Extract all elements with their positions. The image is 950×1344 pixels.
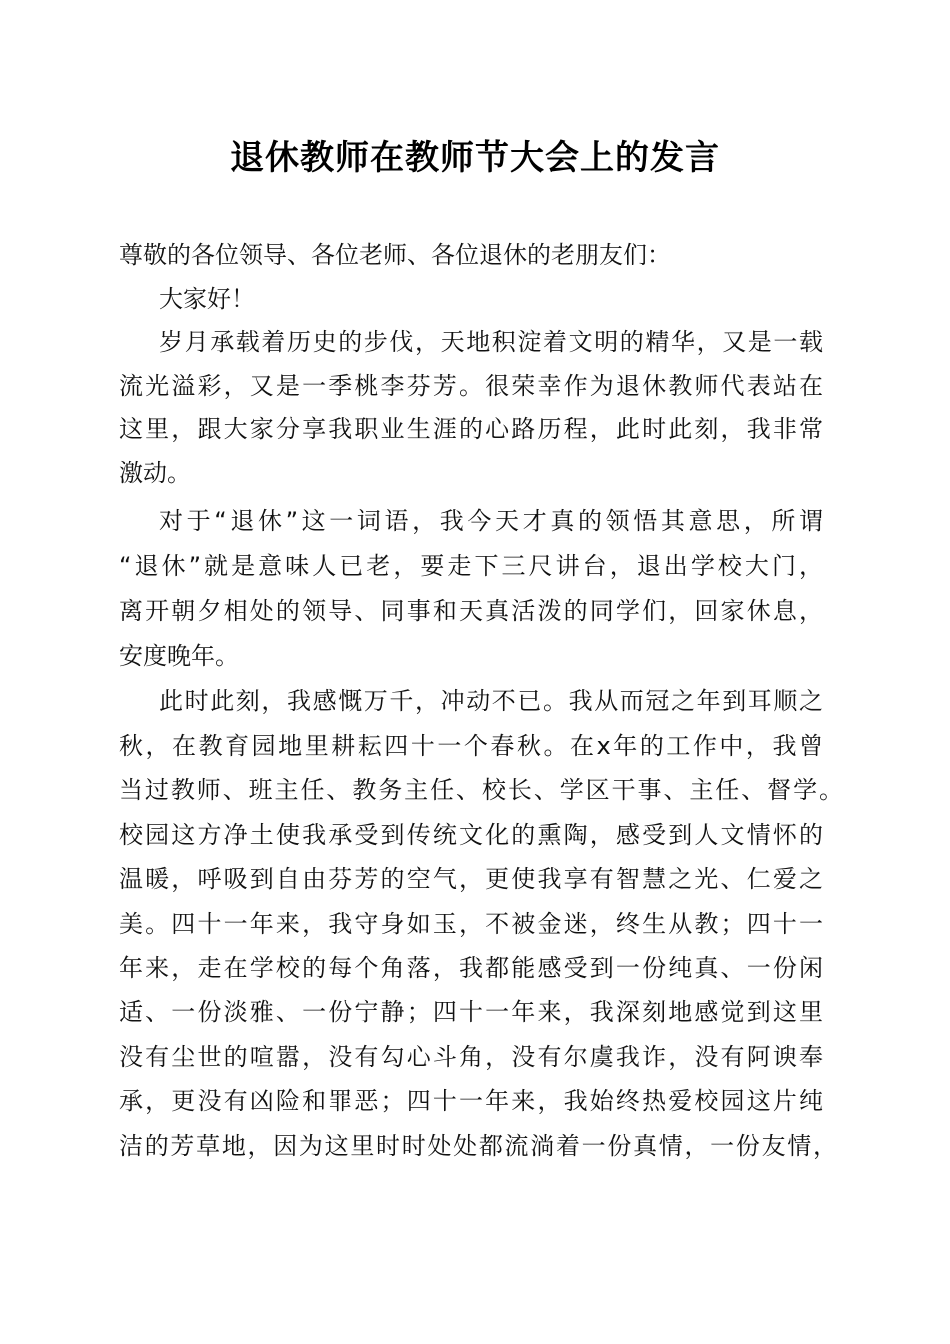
body-line: 温暖，呼吸到自由芬芳的空气，更使我享有智慧之光、仁爱之 [119, 865, 823, 893]
body-line: 当过教师、班主任、教务主任、校长、学区干事、主任、督学。 [119, 776, 843, 804]
body-line: “退休”就是意味人已老，要走下三尺讲台，退出学校大门， [119, 552, 823, 580]
body-line: 校园这方净土使我承受到传统文化的熏陶，感受到人文情怀的 [119, 821, 823, 849]
body-line: 秋，在教育园地里耕耘四十一个春秋。在x年的工作中，我曾 [119, 732, 823, 760]
body-line: 没有尘世的喧嚣，没有勾心斗角，没有尔虞我诈，没有阿谀奉 [119, 1043, 823, 1071]
body-line: 岁月承载着历史的步伐，天地积淀着文明的精华，又是一载 [159, 328, 823, 356]
body-line: 离开朝夕相处的领导、同事和天真活泼的同学们，回家休息， [119, 597, 823, 625]
body-line: 流光溢彩，又是一季桃李芬芳。很荣幸作为退休教师代表站在 [119, 372, 823, 400]
body-line: 美。四十一年来，我守身如玉，不被金迷，终生从教；四十一 [119, 910, 823, 938]
body-line: 安度晚年。 [119, 642, 239, 670]
body-line: 承，更没有凶险和罪恶；四十一年来，我始终热爱校园这片纯 [119, 1087, 823, 1115]
body-line: 年来，走在学校的每个角落，我都能感受到一份纯真、一份闲 [119, 954, 823, 982]
body-line: 适、一份淡雅、一份宁静；四十一年来，我深刻地感觉到这里 [119, 998, 823, 1026]
document-title: 退休教师在教师节大会上的发言 [230, 138, 720, 178]
greeting-line: 大家好！ [159, 285, 255, 313]
body-line: 这里，跟大家分享我职业生涯的心路历程，此时此刻，我非常 [119, 415, 823, 443]
body-line: 洁的芳草地，因为这里时时处处都流淌着一份真情，一份友情， [119, 1132, 837, 1160]
body-line: 对于“退休”这一词语，我今天才真的领悟其意思，所谓 [159, 507, 823, 535]
body-line: 此时此刻，我感慨万千，冲动不已。我从而冠之年到耳顺之 [159, 687, 823, 715]
salutation-line: 尊敬的各位领导、各位老师、各位退休的老朋友们： [119, 241, 671, 269]
body-line: 激动。 [119, 459, 191, 487]
